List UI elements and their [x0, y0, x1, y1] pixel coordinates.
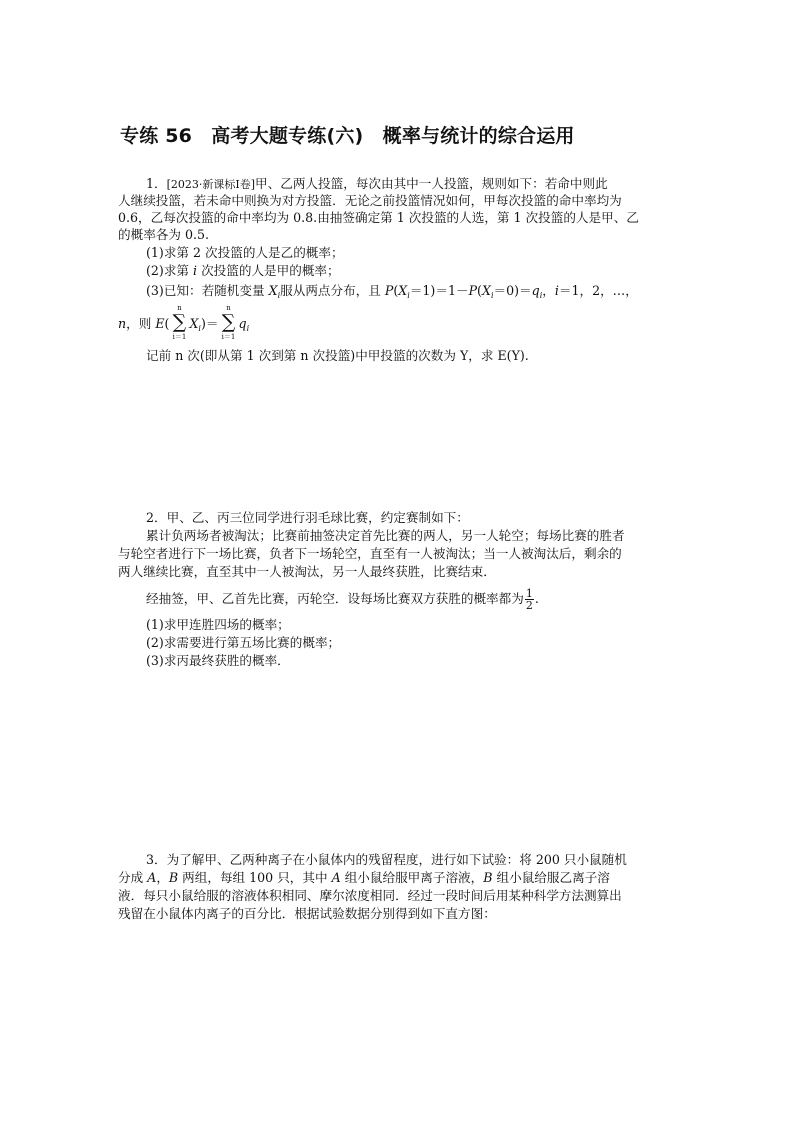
q1-sub-1: (1)求第 2 次投篮的人是乙的概率； [146, 245, 344, 260]
page-title: 专练 56 高考大题专练(六) 概率与统计的综合运用 [120, 125, 575, 147]
sum-symbol: n ∑ i＝1 [172, 304, 187, 341]
q3-line-4: 残留在小鼠体内离子的百分比．根据试验数据分别得到如下直方图： [118, 906, 496, 921]
q2-sub-3: (3)求丙最终获胜的概率． [146, 653, 290, 668]
q1-line-2: 人继续投篮，若未命中则换为对方投篮．无论之前投篮情况如何，甲每次投篮的命中率均为 [118, 193, 622, 208]
q2-line-3: 与轮空者进行下一场比赛，负者下一场轮空，直至有一人被淘汰；当一人被淘汰后，剩余的 [118, 546, 622, 561]
q3-line-2: 分成 A，B 两组，每组 100 只，其中 A 组小鼠给服甲离子溶液，B 组小鼠给服乙离子溶 [118, 870, 610, 885]
q1-number: 1． [146, 176, 167, 191]
q1-remark: 记前 n 次(即从第 1 次到第 n 次投篮)中甲投篮的次数为 Y，求 E(Y). [146, 348, 529, 363]
q2-line-5: 经抽签，甲、乙首先比赛，丙轮空．设每场比赛双方获胜的概率都为 $\frac{1}{2}$ . [146, 587, 539, 612]
sum-symbol: n ∑ i＝1 [221, 304, 236, 341]
fraction-one-half: $\frac{1}{2}$ [525, 587, 533, 612]
q2-sub-1: (1)求甲连胜四场的概率； [146, 617, 290, 632]
q1-sub-3-formula: n，则 E( n ∑ i＝1 $X_i)=$ n ∑ i＝1 $q_i$ [118, 304, 250, 341]
q2-line-1: 2．甲、乙、丙三位同学进行羽毛球比赛，约定赛制如下： [146, 510, 469, 525]
q1-source: [2023·新课标Ⅰ卷] [166, 178, 256, 191]
q1-line-3: 0.6，乙每次投篮的命中率均为 0.8.由抽签确定第 1 次投篮的人选，第 1 次投篮的人是甲、乙 [118, 210, 639, 225]
q2-line-2: 累计负两场者被淘汰；比赛前抽签决定首先比赛的两人，另一人轮空；每场比赛的胜者 [146, 528, 625, 543]
q2-sub-2: (2)求需要进行第五场比赛的概率； [146, 635, 341, 650]
q1-sub-3: (3)已知：若随机变量 $X_i$服从两点分布，且 $P(X_i=1)=1-P(X_i=0)=q_i$，i＝1，2，…， [146, 283, 638, 300]
q1-text-1: 甲、乙两人投篮，每次由其中一人投篮，规则如下：若命中则此 [255, 176, 608, 191]
q1-line-4: 的概率各为 0.5. [118, 227, 210, 242]
q1-sub-2: (2)求第 i 次投篮的人是甲的概率； [146, 263, 340, 278]
q3-line-3: 液．每只小鼠给服的溶液体积相同、摩尔浓度相同．经过一段时间后用某种科学方法测算出 [118, 888, 622, 903]
q2-line-4: 两人继续比赛，直至其中一人被淘汰，另一人最终获胜，比赛结束． [118, 564, 496, 579]
q1-line-1 [146, 175, 608, 193]
q3-line-1: 3．为了解甲、乙两种离子在小鼠体内的残留程度，进行如下试验：将 200 只小鼠随机 [146, 852, 627, 867]
